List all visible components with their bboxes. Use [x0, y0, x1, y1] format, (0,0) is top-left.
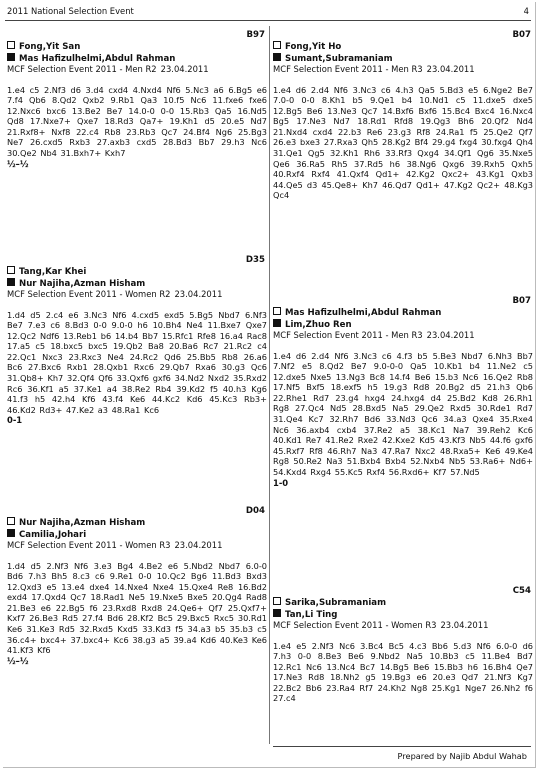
game-block — [273, 296, 533, 586]
black-player: Lim,Zhuo Ren — [273, 319, 533, 331]
scoresheet-page — [3, 2, 536, 768]
eco-code: B07 — [512, 30, 531, 40]
page-header — [5, 6, 531, 21]
event-line: MCF Selection Event 2011 - Men R2 23.04.2011 — [7, 64, 209, 74]
game-block — [273, 586, 533, 704]
game-date: 23.04.2011 — [174, 540, 223, 550]
game-date: 23.04.2011 — [174, 289, 223, 299]
black-player: Nur Najiha,Azman Hisham — [7, 278, 267, 290]
white-square-icon — [273, 307, 281, 315]
white-player: Sarika,Subramaniam — [273, 597, 533, 609]
white-square-icon — [7, 41, 15, 49]
page-number: 4 — [523, 6, 529, 16]
white-player: Nur Najiha,Azman Hisham — [7, 517, 267, 529]
event-line: MCF Selection Event 2011 - Women R2 23.04.2011 — [7, 289, 223, 299]
move-list: 1.d4 d5 2.c4 e6 3.Nc3 Nf6 4.cxd5 exd5 5.Bg5 Nbd7 6.Nf3 Be7 7.e3 c6 8.Bd3 0-0 9.0-0 h6 10.Bh4 Ne4 11.Bxe7 Qxe7 12.Qc2 Ndf6 13.Reb1 b6 14.b4 Bb7 15.Rfc1 Rfe8 16.a4 Rac8 17.a5 c5 18.bxc5 bxc5 19.Qb2 Ba8 20.Ba6 Rc7 21.Rc2 c4 22.Qc1 Nxc3 23.Rxc3 Ne4 24.Rc2 Qd6 25.Bb5 Rb8 26.a6 Bc6 27.Bxc6 Rxb1 28.Qxb1 Rxc6 29.Qb7 Rxa6 30.g3 Qc6 31.Qb8+ Kh7 32.Qf4 Qf6 33.Qxf6 gxf6 34.Nd2 Nxd2 35.Rxd2 Rc6 36.Kf1 a5 37.Ke1 a4 38.Re2 Rb4 39.Kd2 f5 40.h3 Kg6 41.f3 h5 42.h4 Kf6 43.f4 Ke6 44.Kc2 Kd6 45.Kc3 Rb3+ 46.Kd2 Rd3+ 47.Ke2 a3 48.Ra1 Kc6 — [7, 309, 267, 415]
black-square-icon — [273, 53, 281, 61]
move-list: 1.e4 e5 2.Nf3 Nc6 3.Bc4 Bc5 4.c3 Bb6 5.d3 Nf6 6.0-0 d6 7.h3 0-0 8.Be3 Be6 9.Nbd2 Na5 10.Bb3 c5 11.Be4 Bd7 12.Rc1 Nc6 13.Nc4 Bc7 14.Bg5 Be6 15.Bb3 h6 16.Bh4 Qe7 17.Ne3 Rd8 18.Nh2 g5 19.Bg3 e6 20.e3 Qd7 21.Nf3 Kg7 22.Bc2 Bb6 23.Ra4 Rf7 24.Kh2 Ng8 25.Kg1 Nge7 26.Nh2 f6 27.c4 — [273, 640, 533, 704]
left-column — [7, 30, 267, 667]
black-player: Camilia,Johari — [7, 529, 267, 541]
white-player: Fong,Yit Ho — [273, 41, 533, 53]
eco-code: C54 — [512, 586, 531, 596]
game-result: ½–½ — [7, 655, 29, 666]
move-list: 1.e4 c5 2.Nf3 d6 3.d4 cxd4 4.Nxd4 Nf6 5.Nc3 a6 6.Bg5 e6 7.f4 Qb6 8.Qd2 Qxb2 9.Rb1 Qa3 10.f5 Nc6 11.fxe6 fxe6 12.Nxc6 bxc6 13.Be2 Be7 14.0-0 0-0 15.Rb3 Qa5 16.Nd5 Qd8 17.Nxe7+ Qxe7 18.Rd3 Qa7+ 19.Kh1 d5 20.e5 Nd7 21.Rxf8+ Nxf8 22.c4 Rb8 23.Rb3 Qc7 24.Bf4 Ng6 25.Bg3 Ne7 26.cxd5 Rxb3 27.axb3 cxd5 28.Bd3 Bb7 29.h3 Nc6 30.Qe2 Nb4 31.Bxh7+ Kxh7 — [7, 84, 267, 159]
column-divider — [269, 26, 270, 744]
white-square-icon — [7, 517, 15, 525]
eco-code: D04 — [245, 506, 265, 516]
black-square-icon — [273, 319, 281, 327]
page-footer: Prepared by Najib Abdul Wahab — [273, 746, 531, 761]
eco-code: B97 — [246, 30, 265, 40]
white-square-icon — [7, 266, 15, 274]
black-square-icon — [7, 529, 15, 537]
white-player: Mas Hafizulhelmi,Abdul Rahman — [273, 307, 533, 319]
game-result: 0-1 — [7, 415, 23, 426]
black-square-icon — [7, 53, 15, 61]
game-date: 23.04.2011 — [440, 620, 489, 630]
game-block — [273, 30, 533, 296]
game-date: 23.04.2011 — [160, 64, 209, 74]
move-list: 1.e4 d6 2.d4 Nf6 3.Nc3 c6 4.f3 b5 5.Be3 Nbd7 6.Nh3 Bb7 7.Nf2 e5 8.Qd2 Be7 9.0-0-0 Qa5 10.Kb1 b4 11.Ne2 c5 12.dxe5 Nxe5 13.Ng3 Bc8 14.f4 Be6 15.b3 Nc6 16.Qe2 Rb8 17.Nf5 Bxf5 18.exf5 h5 19.g3 Rd8 20.Bg2 d5 21.h3 Qb6 22.Rhe1 Rd7 23.g4 hxg4 24.hxg4 d4 25.Bd2 Kd8 26.Rh1 Rg8 27.Qc4 Nd5 28.Bxd5 Na5 29.Qe2 Rxd5 30.Rde1 Rd7 31.Qe4 Kc7 32.Rh7 Bd6 33.Nd3 Qc6 34.a3 Qxe4 35.Rxe4 Nc6 36.axb4 cxb4 37.Re2 a5 38.Kc1 Na7 39.Reh2 Kc6 40.Kd1 Re7 41.Re2 Rxe2 42.Kxe2 Kd5 43.Kf3 Nb5 44.f6 gxf6 45.Rxf7 Rf8 46.Rh7 Na3 47.Ra7 Nxc2 48.Rxa5+ Ke6 49.Ke4 Rg8 50.Re2 Na3 51.Bxb4 Bxb4 52.Nxb4 Nb5 53.Ra6+ Nd6+ 54.Kxd4 Rxg4 55.Kc5 Rxf4 56.Rxd6+ Kf7 57.Nd5 — [273, 350, 533, 478]
black-square-icon — [7, 278, 15, 286]
game-result: 1-0 — [273, 477, 289, 488]
game-date: 23.04.2011 — [426, 330, 475, 340]
page-title: 2011 National Selection Event — [7, 6, 134, 16]
eco-code: B07 — [512, 296, 531, 306]
eco-code: D35 — [245, 255, 265, 265]
game-block — [7, 30, 267, 255]
event-line: MCF Selection Event 2011 - Women R3 23.04.2011 — [273, 620, 489, 630]
right-column — [273, 30, 533, 704]
black-player: Tan,Li Ting — [273, 609, 533, 621]
move-list: 1.e4 d6 2.d4 Nf6 3.Nc3 c6 4.h3 Qa5 5.Bd3 e5 6.Nge2 Be7 7.0-0 0-0 8.Kh1 b5 9.Qe1 b4 10.Nd1 c5 11.dxe5 dxe5 12.Bg5 Be6 13.Ne3 Qc7 14.Bxf6 Bxf6 15.Bc4 Bxc4 16.Nxc4 Bg5 17.Ne3 Nd7 18.Rd1 Rfd8 19.Qg3 Bh6 20.Qf2 Nd4 21.Nxd4 cxd4 22.b3 Re6 23.g3 Rf8 24.Ra1 f5 25.Qe2 Qf7 26.e3 bxe3 27.Rxa3 Qh5 28.Kg2 Bf4 29.g4 fxg4 30.fxg4 Qh4 31.Qe1 Qg5 32.Kh1 Rh6 33.Rf3 Qxg4 34.Qf1 Qg6 35.Nxe5 Qe6 36.Ra5 Rh5 37.Rd5 h6 38.Ng6 Qxg6 39.Rxh5 Qxh5 40.Rxf4 Rxf4 41.Qxf4 Qd1+ 42.Kg2 Qxc2+ 43.Kg1 Qxb3 44.Qe5 d3 45.Qe8+ Kh7 46.Qd7 Qd1+ 47.Kg2 Qc2+ 48.Kg3 Qc4 — [273, 84, 533, 201]
white-player: Tang,Kar Khei — [7, 266, 267, 278]
event-line: MCF Selection Event 2011 - Women R3 23.04.2011 — [7, 540, 223, 550]
move-list: 1.d4 d5 2.Nf3 Nf6 3.e3 Bg4 4.Be2 e6 5.Nbd2 Nbd7 6.0-0 Bd6 7.h3 Bh5 8.c3 c6 9.Re1 0-0 10.Qc2 Bg6 11.Bd3 Bxd3 12.Qxd3 e5 13.e4 dxe4 14.Nxe4 Nxe4 15.Qxe4 Re8 16.Bd2 exd4 17.Qxd4 Qc7 18.Rad1 Ne5 19.Nxe5 Bxe5 20.Qg4 Rad8 21.Be3 e6 22.Bg5 f6 23.Rxd8 Rxd8 24.Qe6+ Qf7 25.Qxf7+ Kxf7 26.Be3 Rd5 27.f4 Bd6 28.Kf2 Bc5 29.Bxc5 Rxc5 30.Rd1 Ke6 31.Ke3 Rd5 32.Rxd5 Kxd5 33.Kd3 f5 34.a3 b5 35.b3 c5 36.c4+ bxc4+ 37.bxc4+ Kc6 38.g3 a5 39.a4 Kd6 40.Ke3 Ke6 41.Kf3 Kf6 — [7, 560, 267, 656]
white-player: Fong,Yit San — [7, 41, 267, 53]
event-line: MCF Selection Event 2011 - Men R3 23.04.2011 — [273, 330, 475, 340]
black-square-icon — [273, 609, 281, 617]
white-square-icon — [273, 41, 281, 49]
event-line: MCF Selection Event 2011 - Men R3 23.04.2011 — [273, 64, 475, 74]
game-result: ½–½ — [7, 158, 29, 169]
white-square-icon — [273, 597, 281, 605]
black-player: Mas Hafizulhelmi,Abdul Rahman — [7, 53, 267, 65]
game-block — [7, 506, 267, 667]
black-player: Sumant,Subramaniam — [273, 53, 533, 65]
game-block — [7, 255, 267, 506]
game-date: 23.04.2011 — [426, 64, 475, 74]
